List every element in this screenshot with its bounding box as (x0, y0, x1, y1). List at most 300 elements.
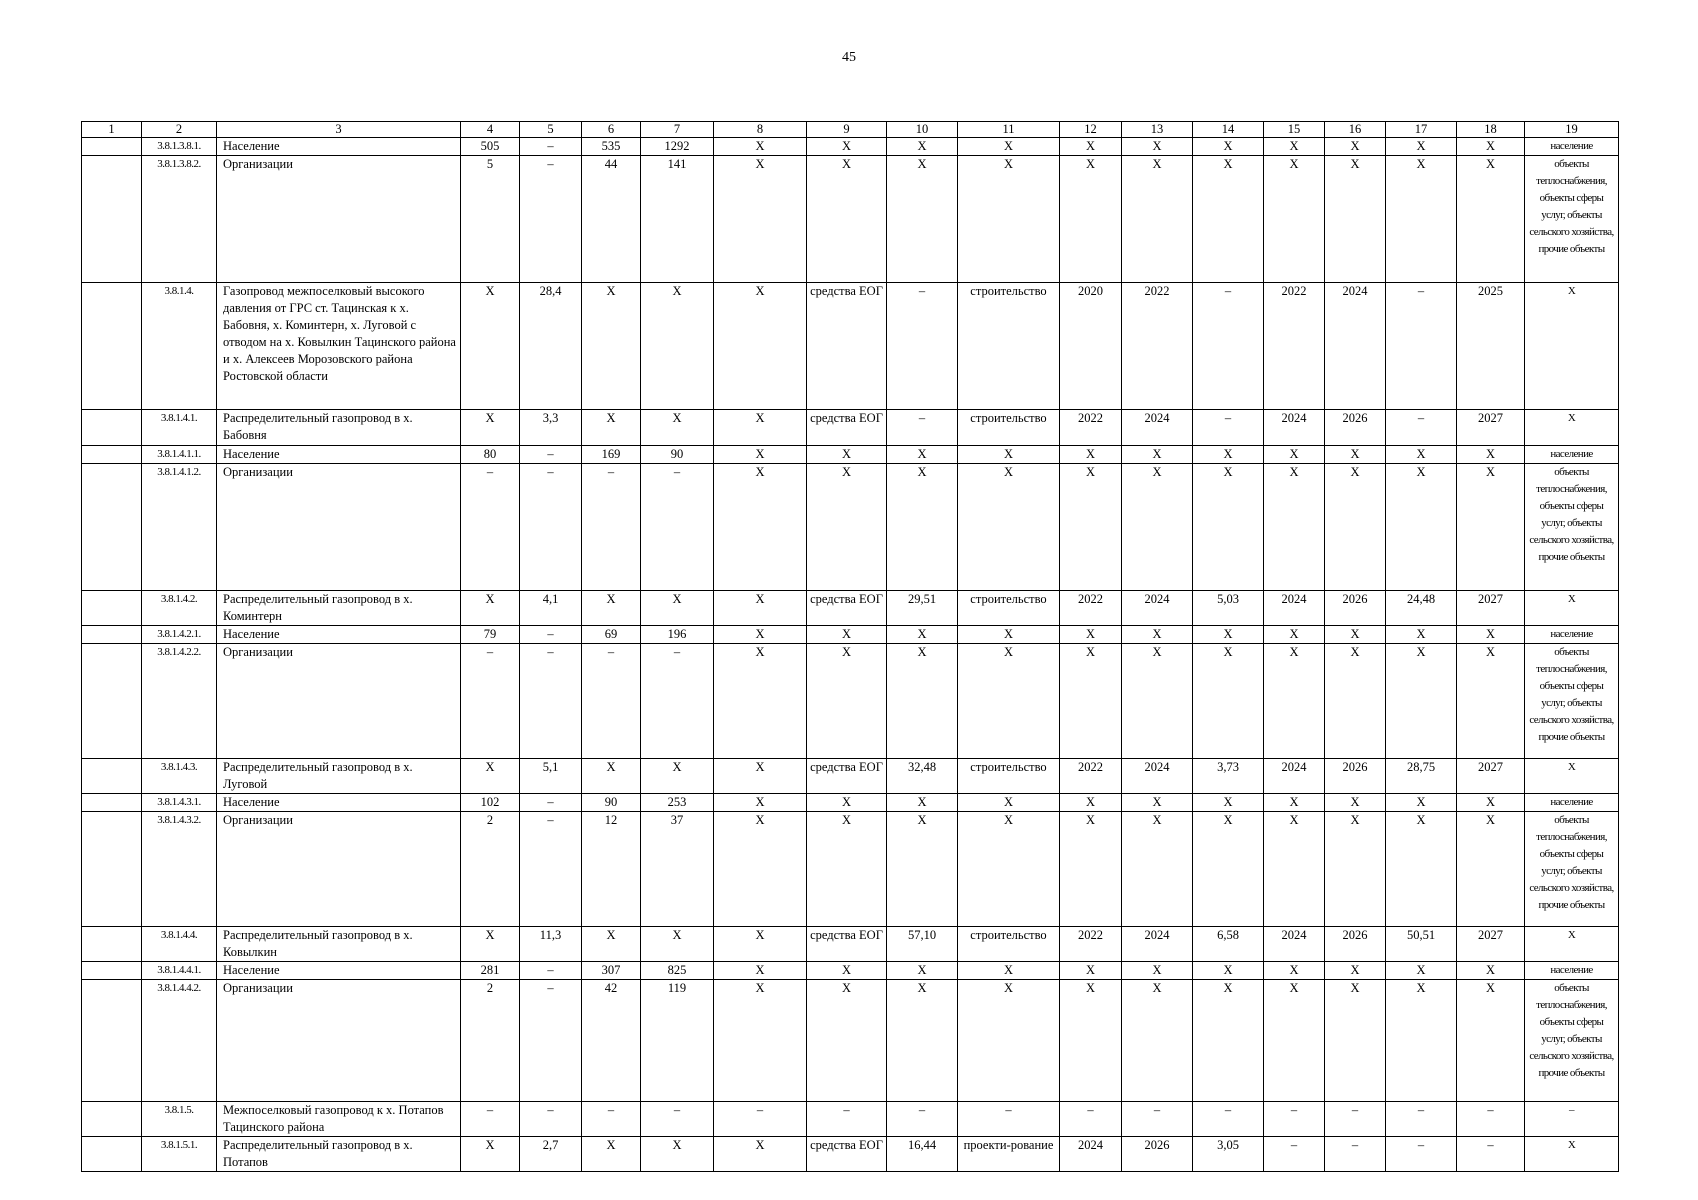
table-cell: X (887, 626, 958, 644)
table-cell: объекты теплоснабжения, объекты сферы услуг, объекты сельского хозяйства, прочие объекты (1525, 644, 1619, 759)
column-header: 3 (217, 122, 461, 138)
table-cell: 80 (461, 446, 520, 464)
table-cell: население (1525, 794, 1619, 812)
table-cell: X (1193, 812, 1264, 927)
table-cell (82, 644, 142, 759)
table-cell: – (582, 1102, 641, 1137)
table-cell: – (520, 156, 582, 283)
table-row (82, 794, 1619, 812)
table-cell: средства ЕОГ (807, 1137, 887, 1172)
table-cell: Межпоселковый газопровод к х. Потапов Тацинского района (217, 1102, 461, 1137)
table-cell: X (1122, 812, 1193, 927)
gas-pipeline-table (81, 121, 1619, 1172)
table-row (82, 464, 1619, 591)
table-cell: – (1264, 1137, 1325, 1172)
table-cell: 3,05 (1193, 1137, 1264, 1172)
column-header: 7 (641, 122, 714, 138)
table-cell: X (641, 927, 714, 962)
table-cell: X (887, 980, 958, 1102)
table-cell (82, 410, 142, 446)
table-cell: строительство (958, 410, 1060, 446)
table-cell: X (1386, 156, 1457, 283)
table-cell (82, 464, 142, 591)
table-cell: X (887, 794, 958, 812)
table-cell: 2024 (1325, 283, 1386, 410)
table-cell: – (1325, 1102, 1386, 1137)
table-cell: X (1525, 927, 1619, 962)
table-cell: X (1386, 464, 1457, 591)
table-cell: X (958, 446, 1060, 464)
table-cell: – (1193, 410, 1264, 446)
table-cell (82, 138, 142, 156)
table-row (82, 927, 1619, 962)
table-cell: X (958, 138, 1060, 156)
table-cell: Организации (217, 156, 461, 283)
table-cell: X (1060, 446, 1122, 464)
column-header: 12 (1060, 122, 1122, 138)
table-cell: X (714, 138, 807, 156)
table-cell: X (1264, 446, 1325, 464)
table-cell: X (1122, 138, 1193, 156)
table-cell (82, 283, 142, 410)
table-cell: X (714, 1137, 807, 1172)
table-cell: X (1122, 644, 1193, 759)
table-cell: 11,3 (520, 927, 582, 962)
table-cell: X (1060, 812, 1122, 927)
table-cell: X (807, 626, 887, 644)
table-row (82, 410, 1619, 446)
table-cell: – (1386, 1137, 1457, 1172)
table-cell (82, 626, 142, 644)
table-cell: X (1325, 812, 1386, 927)
table-cell: X (1386, 446, 1457, 464)
table-cell: X (714, 794, 807, 812)
table-cell: 825 (641, 962, 714, 980)
table-cell: население (1525, 446, 1619, 464)
table-cell: – (1325, 1137, 1386, 1172)
table-cell: 3.8.1.4.4. (142, 927, 217, 962)
table-cell: X (1193, 446, 1264, 464)
column-header: 5 (520, 122, 582, 138)
table-cell: 3.8.1.5. (142, 1102, 217, 1137)
table-cell: – (461, 644, 520, 759)
table-cell: Организации (217, 812, 461, 927)
table-cell: X (1060, 138, 1122, 156)
column-header: 13 (1122, 122, 1193, 138)
table-cell: объекты теплоснабжения, объекты сферы услуг, объекты сельского хозяйства, прочие объекты (1525, 156, 1619, 283)
table-cell: X (1457, 812, 1525, 927)
table-cell: население (1525, 962, 1619, 980)
table-cell: X (1122, 794, 1193, 812)
table-cell: X (641, 759, 714, 794)
table-cell: средства ЕОГ (807, 927, 887, 962)
table-cell (82, 980, 142, 1102)
table-cell: X (1264, 812, 1325, 927)
table-cell: X (1193, 138, 1264, 156)
table-cell: 32,48 (887, 759, 958, 794)
table-cell: 3,73 (1193, 759, 1264, 794)
table-cell: X (714, 283, 807, 410)
table-cell: – (1386, 1102, 1457, 1137)
table-cell: 2 (461, 980, 520, 1102)
table-cell: X (1264, 980, 1325, 1102)
table-cell: X (807, 138, 887, 156)
table-cell: X (1060, 962, 1122, 980)
table-cell: 3.8.1.4.2.1. (142, 626, 217, 644)
table-cell: 3.8.1.3.8.1. (142, 138, 217, 156)
table-cell: 3.8.1.4.3. (142, 759, 217, 794)
table-cell (82, 1137, 142, 1172)
table-cell: X (641, 1137, 714, 1172)
table-cell: X (1325, 980, 1386, 1102)
table-cell: 1292 (641, 138, 714, 156)
table-cell: X (807, 464, 887, 591)
table-cell: 2024 (1122, 591, 1193, 626)
table-cell: Население (217, 962, 461, 980)
column-header: 1 (82, 122, 142, 138)
table-cell: X (461, 759, 520, 794)
table-cell: X (1060, 464, 1122, 591)
table-cell: 3.8.1.4. (142, 283, 217, 410)
table-cell: – (887, 283, 958, 410)
table-cell: X (1525, 591, 1619, 626)
table-cell: Распределительный газопровод в х. Потапов (217, 1137, 461, 1172)
table-cell: 2024 (1264, 591, 1325, 626)
table-cell: 3,3 (520, 410, 582, 446)
table-cell: X (1525, 1137, 1619, 1172)
table-cell: X (1325, 626, 1386, 644)
table-cell: X (887, 644, 958, 759)
column-header: 8 (714, 122, 807, 138)
table-cell: 2022 (1264, 283, 1325, 410)
table-cell: X (887, 464, 958, 591)
table-cell: Организации (217, 464, 461, 591)
table-cell: – (1386, 410, 1457, 446)
table-cell: 28,4 (520, 283, 582, 410)
table-cell: – (887, 410, 958, 446)
table-cell: население (1525, 626, 1619, 644)
table-cell: – (520, 464, 582, 591)
table-cell: строительство (958, 759, 1060, 794)
table-cell: Население (217, 138, 461, 156)
table-row (82, 812, 1619, 927)
table-cell: X (1264, 962, 1325, 980)
table-cell: X (1122, 962, 1193, 980)
table-cell: 3.8.1.4.3.2. (142, 812, 217, 927)
table-cell: – (714, 1102, 807, 1137)
table-cell: – (520, 138, 582, 156)
table-cell: X (461, 1137, 520, 1172)
table-cell: X (1386, 794, 1457, 812)
table-cell: X (1193, 156, 1264, 283)
table-cell: X (1457, 446, 1525, 464)
table-cell: X (1386, 644, 1457, 759)
table-cell: X (1525, 283, 1619, 410)
table-cell: – (520, 794, 582, 812)
table-cell: X (1325, 962, 1386, 980)
table-cell: Распределительный газопровод в х. Коминтерн (217, 591, 461, 626)
table-cell: Население (217, 446, 461, 464)
table-cell: 2022 (1122, 283, 1193, 410)
table-cell: 2024 (1122, 759, 1193, 794)
table-cell: X (714, 759, 807, 794)
table-cell: X (1264, 794, 1325, 812)
column-header: 2 (142, 122, 217, 138)
table-cell: X (807, 156, 887, 283)
table-cell: 5 (461, 156, 520, 283)
table-row (82, 980, 1619, 1102)
table-cell (82, 759, 142, 794)
column-header: 10 (887, 122, 958, 138)
table-cell: 50,51 (1386, 927, 1457, 962)
table-cell (82, 812, 142, 927)
table-cell: 28,75 (1386, 759, 1457, 794)
table-cell: строительство (958, 591, 1060, 626)
table-cell: X (1325, 644, 1386, 759)
table-cell: – (1264, 1102, 1325, 1137)
table-cell: X (1060, 980, 1122, 1102)
table-cell: 4,1 (520, 591, 582, 626)
table-cell: 2022 (1060, 410, 1122, 446)
page-number: 45 (842, 50, 856, 65)
table-cell: 2027 (1457, 759, 1525, 794)
table-cell: – (582, 644, 641, 759)
table-cell: проекти-рование (958, 1137, 1060, 1172)
table-cell: 141 (641, 156, 714, 283)
table-cell: – (958, 1102, 1060, 1137)
table-cell: 57,10 (887, 927, 958, 962)
table-cell: X (958, 980, 1060, 1102)
table-cell: X (1060, 156, 1122, 283)
table-cell: 2026 (1325, 410, 1386, 446)
table-cell: X (958, 644, 1060, 759)
table-cell: 2027 (1457, 591, 1525, 626)
table-cell: – (1193, 283, 1264, 410)
table-cell (82, 156, 142, 283)
table-cell: строительство (958, 283, 1060, 410)
table-cell: 2022 (1060, 759, 1122, 794)
table-cell: X (1193, 626, 1264, 644)
table-cell: 90 (582, 794, 641, 812)
table-cell: средства ЕОГ (807, 410, 887, 446)
table-cell: X (1122, 446, 1193, 464)
table-cell: 2024 (1060, 1137, 1122, 1172)
table-row (82, 591, 1619, 626)
table-cell: – (1457, 1137, 1525, 1172)
table-cell: X (958, 812, 1060, 927)
column-header: 15 (1264, 122, 1325, 138)
table-cell: население (1525, 138, 1619, 156)
table-cell: – (887, 1102, 958, 1137)
table-cell: 2024 (1122, 410, 1193, 446)
table-row (82, 1102, 1619, 1137)
table-cell: 79 (461, 626, 520, 644)
column-header: 19 (1525, 122, 1619, 138)
table-cell: X (807, 980, 887, 1102)
table-cell: X (1122, 980, 1193, 1102)
table-cell: X (1386, 812, 1457, 927)
table-cell: 16,44 (887, 1137, 958, 1172)
table-cell: X (1264, 644, 1325, 759)
table-cell: 90 (641, 446, 714, 464)
table-row (82, 759, 1619, 794)
table-cell: Распределительный газопровод в х. Луговой (217, 759, 461, 794)
table-cell: – (520, 644, 582, 759)
table-cell: 253 (641, 794, 714, 812)
table-cell: объекты теплоснабжения, объекты сферы услуг, объекты сельского хозяйства, прочие объекты (1525, 464, 1619, 591)
table-cell: 2026 (1325, 927, 1386, 962)
column-header: 4 (461, 122, 520, 138)
table-cell: X (807, 812, 887, 927)
table-cell: Распределительный газопровод в х. Бабовня (217, 410, 461, 446)
table-cell: – (641, 1102, 714, 1137)
table-cell: 2 (461, 812, 520, 927)
table-cell: Население (217, 794, 461, 812)
table-cell: 42 (582, 980, 641, 1102)
table-cell: X (714, 644, 807, 759)
table-cell: X (958, 156, 1060, 283)
table-cell: X (582, 283, 641, 410)
table-cell (82, 927, 142, 962)
table-cell: – (520, 446, 582, 464)
table-cell: 2026 (1122, 1137, 1193, 1172)
table-cell: 2022 (1060, 927, 1122, 962)
table-cell: X (1193, 980, 1264, 1102)
table-cell: X (1193, 644, 1264, 759)
table-cell: 3.8.1.3.8.2. (142, 156, 217, 283)
table-row (82, 962, 1619, 980)
table-cell: X (1386, 962, 1457, 980)
table-cell: 69 (582, 626, 641, 644)
table-cell: – (520, 812, 582, 927)
table-cell: X (807, 794, 887, 812)
table-cell: – (1060, 1102, 1122, 1137)
table-cell: – (1122, 1102, 1193, 1137)
table-cell: 3.8.1.4.1.1. (142, 446, 217, 464)
table-cell: X (714, 156, 807, 283)
table-cell: X (714, 464, 807, 591)
table-cell: X (1325, 794, 1386, 812)
table-cell: X (641, 283, 714, 410)
table-cell: X (461, 283, 520, 410)
table-cell: X (1457, 980, 1525, 1102)
table-cell (82, 591, 142, 626)
table-cell: – (520, 962, 582, 980)
table-cell: 196 (641, 626, 714, 644)
table-cell: X (461, 927, 520, 962)
table-cell: строительство (958, 927, 1060, 962)
table-cell: 3.8.1.4.1. (142, 410, 217, 446)
table-cell: 2024 (1264, 759, 1325, 794)
table-cell: X (1525, 759, 1619, 794)
table-cell: 6,58 (1193, 927, 1264, 962)
table-cell: X (714, 980, 807, 1102)
table-cell: X (714, 446, 807, 464)
table-cell: X (641, 410, 714, 446)
table-cell: X (714, 927, 807, 962)
table-cell: X (1457, 794, 1525, 812)
column-header: 9 (807, 122, 887, 138)
table-cell: X (1325, 446, 1386, 464)
table-cell: средства ЕОГ (807, 759, 887, 794)
table-cell: 3.8.1.5.1. (142, 1137, 217, 1172)
table-cell: X (887, 446, 958, 464)
table-cell: 5,1 (520, 759, 582, 794)
table-cell: 281 (461, 962, 520, 980)
table-cell: 3.8.1.4.3.1. (142, 794, 217, 812)
table-cell: 2024 (1122, 927, 1193, 962)
table-cell: – (1386, 283, 1457, 410)
table-cell: 12 (582, 812, 641, 927)
table-cell: 2025 (1457, 283, 1525, 410)
table-cell: X (958, 962, 1060, 980)
table-cell: – (461, 1102, 520, 1137)
table-cell: Организации (217, 644, 461, 759)
table-cell: X (1457, 464, 1525, 591)
table-cell: 119 (641, 980, 714, 1102)
table-cell (82, 1102, 142, 1137)
table-cell: 29,51 (887, 591, 958, 626)
table-cell: – (1457, 1102, 1525, 1137)
table-cell: X (1457, 156, 1525, 283)
table-cell: X (1264, 138, 1325, 156)
table-cell: X (958, 626, 1060, 644)
table-cell: – (520, 1102, 582, 1137)
table-cell: X (714, 626, 807, 644)
table-cell: – (807, 1102, 887, 1137)
table-row (82, 446, 1619, 464)
table-cell: X (1060, 794, 1122, 812)
table-cell: 2022 (1060, 591, 1122, 626)
table-cell: – (582, 464, 641, 591)
table-cell: X (887, 138, 958, 156)
table-cell: средства ЕОГ (807, 283, 887, 410)
table-cell: X (641, 591, 714, 626)
table-cell: X (1325, 156, 1386, 283)
table-cell: X (582, 1137, 641, 1172)
table-cell: X (714, 410, 807, 446)
table-cell: 169 (582, 446, 641, 464)
table-cell: X (714, 591, 807, 626)
table-cell: X (958, 464, 1060, 591)
table-cell: X (1264, 464, 1325, 591)
table-cell: X (1525, 410, 1619, 446)
table-cell: X (1193, 464, 1264, 591)
table-cell: X (714, 962, 807, 980)
table-cell: X (1122, 156, 1193, 283)
table-cell: X (714, 812, 807, 927)
table-cell: Организации (217, 980, 461, 1102)
table-row (82, 644, 1619, 759)
table-row (82, 1137, 1619, 1172)
table-cell: 3.8.1.4.2.2. (142, 644, 217, 759)
table-cell: X (582, 759, 641, 794)
table-cell (82, 962, 142, 980)
table-cell: 535 (582, 138, 641, 156)
column-header: 16 (1325, 122, 1386, 138)
column-header: 14 (1193, 122, 1264, 138)
table-cell: X (1457, 138, 1525, 156)
table-cell: Население (217, 626, 461, 644)
table-cell: X (1264, 626, 1325, 644)
table-cell: 2026 (1325, 591, 1386, 626)
table-cell: X (1060, 644, 1122, 759)
table-cell: 2027 (1457, 927, 1525, 962)
table-cell: X (1193, 962, 1264, 980)
table-cell: 505 (461, 138, 520, 156)
table-cell: X (1264, 156, 1325, 283)
table-cell: X (1193, 794, 1264, 812)
